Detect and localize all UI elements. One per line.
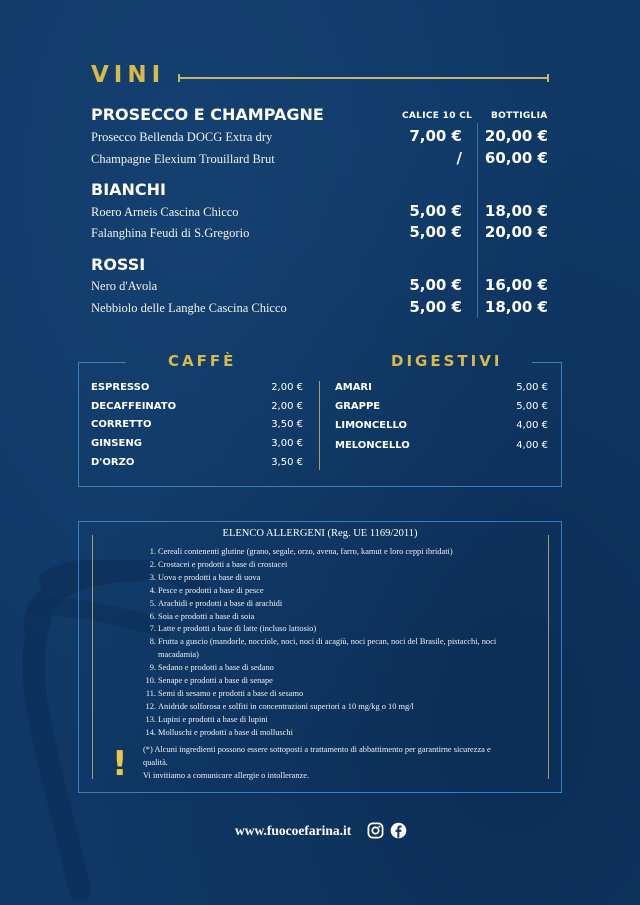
vini-divider [178, 77, 549, 79]
digestivi-price: 5,00 € [516, 382, 548, 393]
caffe-price: 3,00 € [271, 438, 303, 449]
digestivi-price: 4,00 € [516, 420, 548, 431]
allergen-item: 1. Cereali contenenti glutine (grano, segale, orzo, avena, farro, kamut e loro ceppi ibridati) [149, 547, 453, 556]
allergen-item: 8. Frutta a guscio (mandorle, nocciole, noci, noci di acagiù, noci pecan, noci del Brasile, pistacchi, noci macadamia) [149, 637, 497, 660]
instagram-icon[interactable] [367, 822, 384, 839]
caffe-item: DECAFFEINATO [91, 401, 177, 412]
price-bottiglia: 16,00 € [484, 276, 548, 294]
frame-top-right [532, 362, 562, 363]
allergeni-left-rule [92, 535, 93, 779]
price-calice: 7,00 € [409, 127, 462, 145]
category-rossi: ROSSI [91, 255, 146, 274]
price-bottiglia: 18,00 € [484, 202, 548, 220]
digestivi-item: LIMONCELLO [335, 420, 407, 431]
frame-left [78, 362, 79, 486]
note-allergie: Vi invitiamo a comunicare allergie o intolleranze. [143, 771, 310, 780]
allergeni-title: ELENCO ALLERGENI (Reg. UE 1169/2011) [222, 528, 418, 539]
price-bottiglia: 20,00 € [484, 223, 548, 241]
wine-name: Falanghina Feudi di S.Gregorio [91, 226, 250, 240]
digestivi-item: GRAPPE [335, 401, 381, 412]
digestivi-title: DIGESTIVI [391, 352, 503, 370]
caffe-item: ESPRESSO [91, 382, 150, 393]
price-bottiglia: 18,00 € [484, 298, 548, 316]
caffe-price: 3,50 € [271, 457, 303, 468]
allergen-item: 7. Latte e prodotti a base di latte (incluso lattosio) [149, 624, 317, 634]
digestivi-item: MELONCELLO [335, 440, 410, 451]
allergeni-right-rule [548, 535, 549, 779]
caffe-title: CAFFÈ [168, 352, 237, 370]
digestivi-price: 5,00 € [516, 401, 548, 412]
caffe-item: GINSENG [91, 438, 142, 449]
wine-name: Prosecco Bellenda DOCG Extra dry [91, 130, 273, 144]
allergen-item: 2. Crostacei e prodotti a base di crostacei [149, 559, 288, 569]
allergeni-note [143, 743, 503, 782]
price-calice: 5,00 € [409, 223, 462, 241]
col-header-bottiglia: BOTTIGLIA [491, 111, 548, 121]
digestivi-price: 4,00 € [516, 440, 548, 451]
allergen-item: 6. Soia e prodotti a base di soia [149, 611, 255, 621]
allergen-item: 10. Senape e prodotti a base di senape [145, 676, 273, 686]
allergeni-list [140, 546, 508, 740]
allergen-item: 5. Arachidi e prodotti a base di arachidi [149, 598, 283, 608]
caffe-item: D'ORZO [91, 457, 135, 468]
allergen-item: 4. Pesce e prodotti a base di pesce [149, 585, 264, 595]
price-bottiglia: 60,00 € [484, 149, 548, 167]
price-bottiglia: 20,00 € [484, 127, 548, 145]
price-calice: 5,00 € [409, 202, 462, 220]
caffe-price: 2,00 € [271, 401, 303, 412]
allergen-item: 14. Molluschi e prodotti a base di molluschi [145, 727, 293, 737]
category-bianchi: BIANCHI [91, 180, 167, 199]
wine-name: Roero Arneis Cascina Chicco [91, 205, 239, 219]
price-calice: / [456, 149, 462, 167]
price-calice: 5,00 € [409, 298, 462, 316]
allergen-item: 13. Lupini e prodotti a base di lupini [145, 714, 268, 724]
wine-name: Champagne Elexium Trouillard Brut [91, 152, 275, 166]
allergen-item: 3. Uova e prodotti a base di uova [149, 572, 261, 582]
frame-right [561, 362, 562, 486]
caffe-item: CORRETTO [91, 419, 152, 430]
allergen-item: 12. Anidride solforosa e solfiti in concentrazioni superiori a 10 mg/kg o 10 mg/l [145, 701, 414, 711]
col-header-calice: CALICE 10 CL [402, 111, 473, 121]
caffe-price: 2,00 € [271, 382, 303, 393]
frame-top-left [78, 362, 126, 363]
category-prosecco: PROSECCO E CHAMPAGNE [91, 105, 324, 124]
warning-icon: ! [112, 744, 128, 784]
allergen-item: 11. Semi di sesamo e prodotti a base di sesamo [145, 688, 304, 698]
price-calice: 5,00 € [409, 276, 462, 294]
facebook-icon[interactable] [390, 822, 407, 839]
caffe-price: 3,50 € [271, 419, 303, 430]
digestivi-item: AMARI [335, 382, 372, 393]
frame-bottom [78, 486, 562, 487]
vini-title: VINI [91, 62, 166, 88]
allergen-item: 9. Sedano e prodotti a base di sedano [149, 663, 274, 673]
wine-name: Nebbiolo delle Langhe Cascina Chicco [91, 301, 287, 315]
note-abbattimento: (*) Alcuni ingredienti possono essere sottoposti a trattamento di abbattimento per garantirne sicurezza e qualità. [143, 745, 491, 767]
website-link[interactable]: www.fuocoefarina.it [235, 823, 352, 838]
caffe-digestivi-divider [319, 381, 320, 470]
wine-name: Nero d'Avola [91, 279, 158, 293]
